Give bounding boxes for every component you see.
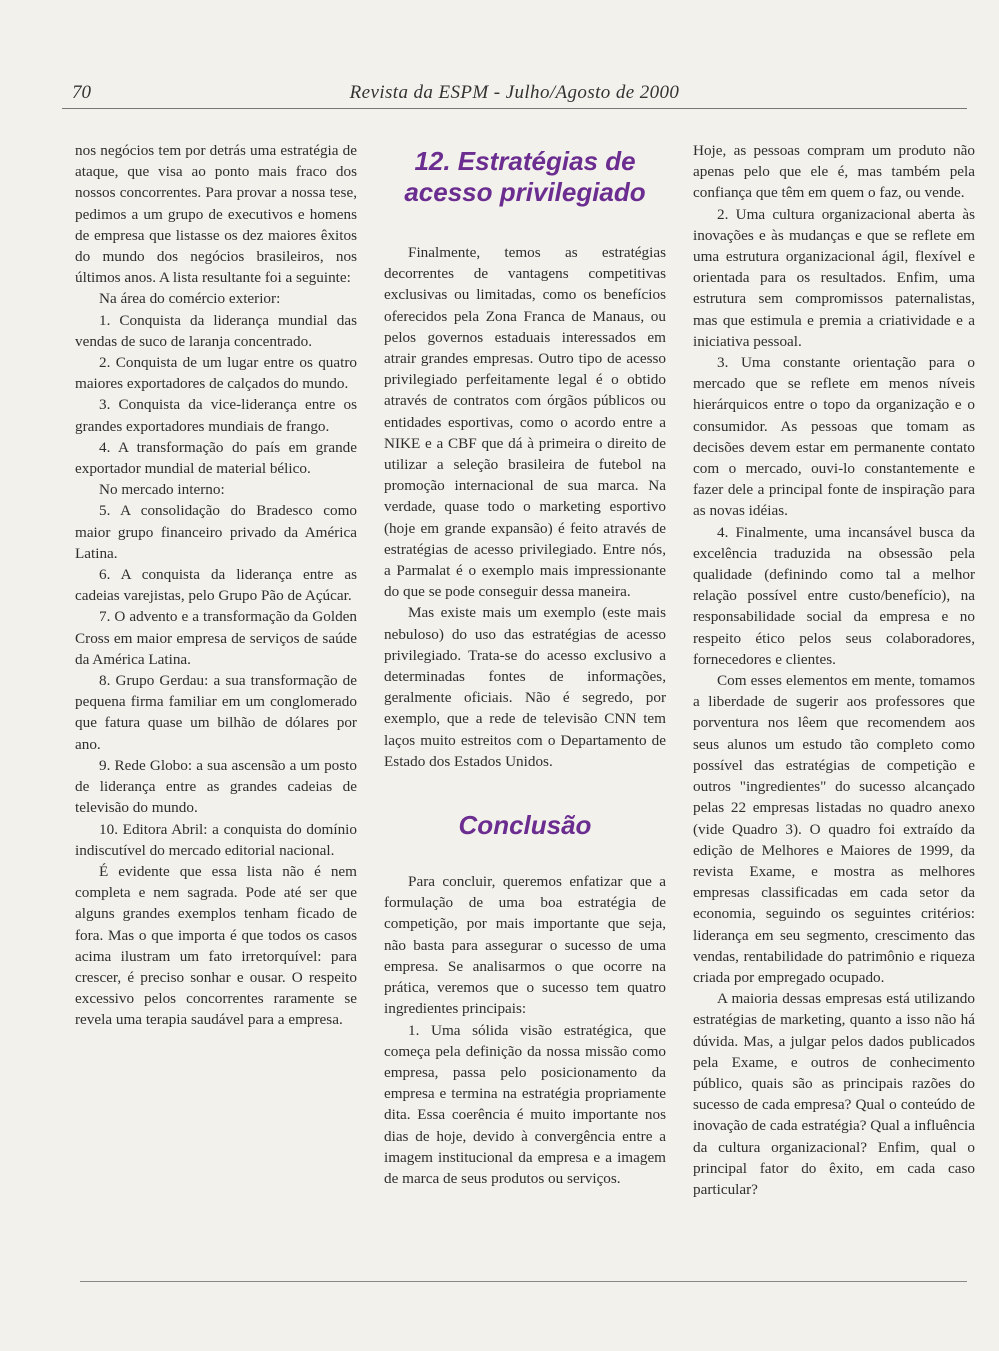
list-item: 10. Editora Abril: a conquista do domínio indiscutível do mercado editorial nacional. [75, 820, 357, 859]
paragraph: A maioria dessas empresas está utilizando estratégias de marketing, quanto a isso não há dúvida. Mas, a julgar pelos dados publicados pela Exame, e outros de conhecimento público, quais são as principais razões do sucesso de cada empresa? Qual o conteúdo de inovação de cada estratégia? Qual a influência da cultura organizacional? Enfim, qual o principal fator do êxito, em cada caso particular? [693, 990, 975, 1198]
column-middle [384, 140, 666, 1189]
paragraph: É evidente que essa lista não é nem completa e nem sagrada. Pode até ser que alguns grandes exemplos tenham ficado de fora. Mas o que importa é que todos os casos acima ilustram um fato irretorquível: para crescer, é preciso sonhar e ousar. O respeito excessivo pelos concorrentes raramente se revela uma terapia saudável para a empresa. [75, 862, 357, 1029]
list-item: 1. Conquista da liderança mundial das vendas de suco de laranja concentrado. [75, 311, 357, 350]
list-item: 2. Uma cultura organizacional aberta às inovações e às mudanças e que se reflete em uma estrutura organizacional ágil, flexível e orientada para os resultados. Enfim, uma estrutura sem compromissos paternalistas, mas que estimula e premia a criatividade e a iniciativa pessoal. [693, 205, 975, 350]
running-head: Revista da ESPM - Julho/Agosto de 2000 [349, 82, 680, 103]
list-item: 9. Rede Globo: a sua ascensão a um posto de liderança entre as grandes cadeias de televisão do mundo. [75, 756, 357, 817]
column-left [75, 140, 357, 1031]
paragraph: Hoje, as pessoas compram um produto não apenas pelo que ele é, mas também pela confiança que têm em quem o faz, ou vende. [693, 142, 975, 202]
list-item: 1. Uma sólida visão estratégica, que começa pela definição da nossa missão como empresa, passa pelo posicionamento da empresa e termina na estratégia propriamente dita. Essa coerência é muito importante nos dias de hoje, devido à convergência entre a imagem institucional da empresa e a imagem de marca de seus produtos ou serviços. [384, 1021, 666, 1187]
list-item: 3. Conquista da vice-liderança entre os grandes exportadores mundiais de frango. [75, 396, 357, 435]
list-item: 5. A consolidação do Bradesco como maior grupo financeiro privado da América Latina. [75, 502, 357, 562]
paragraph: nos negócios tem por detrás uma estratégia de ataque, que visa ao ponto mais fraco dos nossos concorrentes. Para provar a nossa tese, pedimos a um grupo de executivos e homens de empresa que listasse os dez maiores êxitos do mundo dos negócios brasileiros, nos últimos anos. A lista resultante foi a seguinte: [75, 142, 357, 287]
section-heading-conclusion: Conclusão [458, 810, 592, 841]
paragraph: Mas existe mais um exemplo (este mais nebuloso) do uso das estratégias de acesso privilegiado. Trata-se do acesso exclusivo a determinadas fontes de informações, geralmente oficiais. Não é segredo, por exemplo, que a rede de televisão CNN tem laços muito estreitos com o Departamento de Estado dos Estados Unidos. [384, 604, 666, 770]
paragraph: Finalmente, temos as estratégias decorrentes de vantagens competitivas exclusivas ou limitadas, como os benefícios oferecidos pela Zona Franca de Manaus, ou pelos governos estaduais interessados em atrair grandes empresas. Outro tipo de acesso privilegiado perfeitamente legal é o obtido através de contratos com órgãos públicos ou entidades esportivas, como o acordo entre a NIKE e a CBF que dá à primeira o direito de utilizar a seleção brasileira de futebol na promoção internacional de sua marca. Na verdade, quase todo o marketing esportivo (hoje em grande expansão) é feito através de estratégias de acesso privilegiado. Entre nós, a Parmalat é o exemplo mais impressionante do que se pode conseguir dessa maneira. [384, 244, 666, 601]
footer-rule [80, 1281, 967, 1282]
paragraph: No mercado interno: [99, 481, 225, 499]
paragraph: Com esses elementos em mente, tomamos a liberdade de sugerir aos professores que porventura nos lêem que recomendem aos seus alunos um estudo tão completo como possível das estratégias de competição e outros "ingredientes" do sucesso alcançado pelas 22 empresas listadas no quadro anexo (vide Quadro 3). O quadro foi extraído da edição de Melhores e Maiores de 1999, da revista Exame, e mostra as melhores empresas classificadas em cada setor da economia, seguindo os seguintes critérios: liderança em seu segmento, crescimento das vendas, rentabilidade do patrimônio e riqueza criada por empregado ocupado. [693, 672, 975, 986]
list-item: 4. A transformação do país em grande exportador mundial de material bélico. [75, 438, 357, 478]
column-right [693, 140, 975, 1200]
page-number: 70 [72, 82, 91, 103]
paragraph: Para concluir, queremos enfatizar que a formulação de uma boa estratégia de competição, por mais importante que seja, não basta para assegurar o sucesso de uma empresa. Se analisarmos o que ocorre na prática, veremos que o sucesso tem quatro ingredientes principais: [384, 873, 666, 1018]
page-header [62, 80, 967, 109]
list-item: 7. O advento e a transformação da Golden Cross em maior empresa de serviços de saúde da América Latina. [75, 608, 357, 668]
section-heading: 12. Estratégias de acesso privilegiado [404, 146, 646, 207]
list-item: 6. A conquista da liderança entre as cadeias varejistas, pelo Grupo Pão de Açúcar. [75, 566, 357, 605]
list-item: 3. Uma constante orientação para o mercado que se reflete em menos níveis hierárquicos entre o topo da organização e o consumidor. As pessoas que tomam as decisões devem estar em permanente contato com o mercado, ouvi-lo constantemente e fazer dele a principal fonte de inspiração para as novas idéias. [693, 354, 975, 520]
list-item: 8. Grupo Gerdau: a sua transformação de pequena firma familiar em um conglomerado que fatura quase um bilhão de dólares por ano. [75, 672, 357, 753]
paragraph: Na área do comércio exterior: [99, 290, 281, 308]
list-item: 4. Finalmente, uma incansável busca da excelência traduzida na obsessão pela qualidade (definindo como tal a melhor relação possível entre custo/benefício), na responsabilidade social da empresa e no respeito ético pelos seus colaboradores, fornecedores e clientes. [693, 523, 975, 668]
list-item: 2. Conquista de um lugar entre os quatro maiores exportadores de calçados do mundo. [75, 354, 357, 393]
